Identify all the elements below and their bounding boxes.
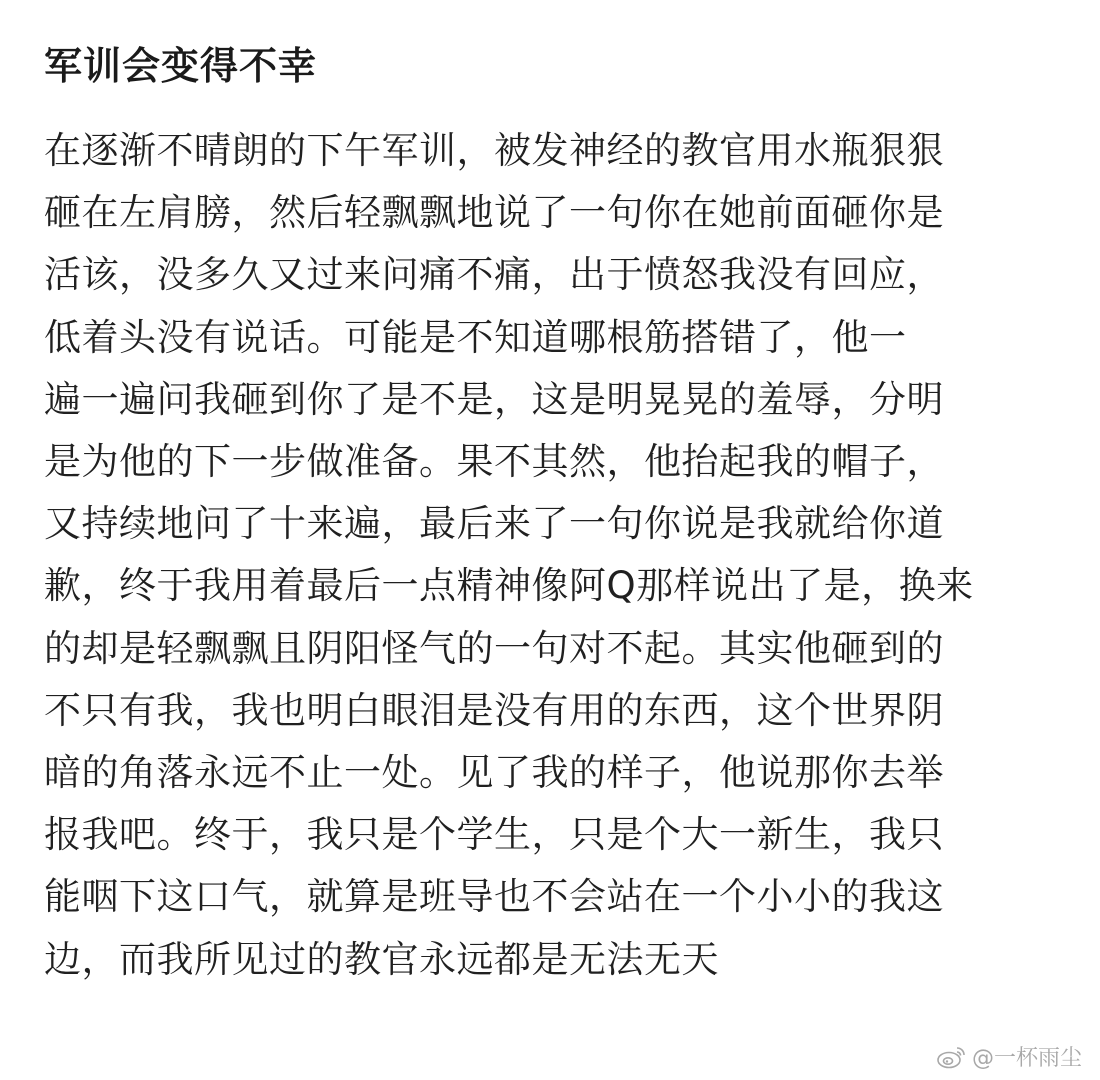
body-line: 暗的角落永远不止一处。见了我的样子，他说那你去举	[44, 751, 944, 795]
body-line: 遍一遍问我砸到你了是不是，这是明晃晃的羞辱，分明	[44, 377, 944, 421]
body-line: 砸在左肩膀，然后轻飘飘地说了一句你在她前面砸你是	[44, 191, 944, 235]
post	[44, 38, 1074, 991]
body-line: 的却是轻飘飘且阴阳怪气的一句对不起。其实他砸到的	[44, 626, 944, 670]
body-line: 边，而我所见过的教官永远都是无法无天	[44, 937, 719, 981]
body-line: 低着头没有说话。可能是不知道哪根筋搭错了，他一	[44, 315, 907, 359]
post-body	[44, 120, 1074, 991]
body-line: 又持续地问了十来遍，最后来了一句你说是我就给你道	[44, 502, 944, 546]
watermark	[936, 1041, 1082, 1072]
body-line: 歉，终于我用着最后一点精神像阿Q那样说出了是，换来	[44, 564, 974, 608]
post-title: 军训会变得不幸	[44, 44, 318, 88]
body-line: 在逐渐不晴朗的下午军训，被发神经的教官用水瓶狠狠	[44, 129, 944, 172]
body-line: 不只有我，我也明白眼泪是没有用的东西，这个世界阴	[44, 688, 944, 732]
body-line: 报我吧。终于，我只是个学生，只是个大一新生，我只	[44, 813, 944, 857]
watermark-text: @一杯雨尘	[971, 1046, 1082, 1071]
body-line: 能咽下这口气，就算是班导也不会站在一个小小的我这	[44, 875, 944, 919]
body-line: 是为他的下一步做准备。果不其然，他抬起我的帽子，	[44, 440, 944, 484]
body-line: 活该，没多久又过来问痛不痛，出于愤怒我没有回应，	[44, 253, 944, 297]
weibo-logo-icon	[936, 1045, 966, 1069]
